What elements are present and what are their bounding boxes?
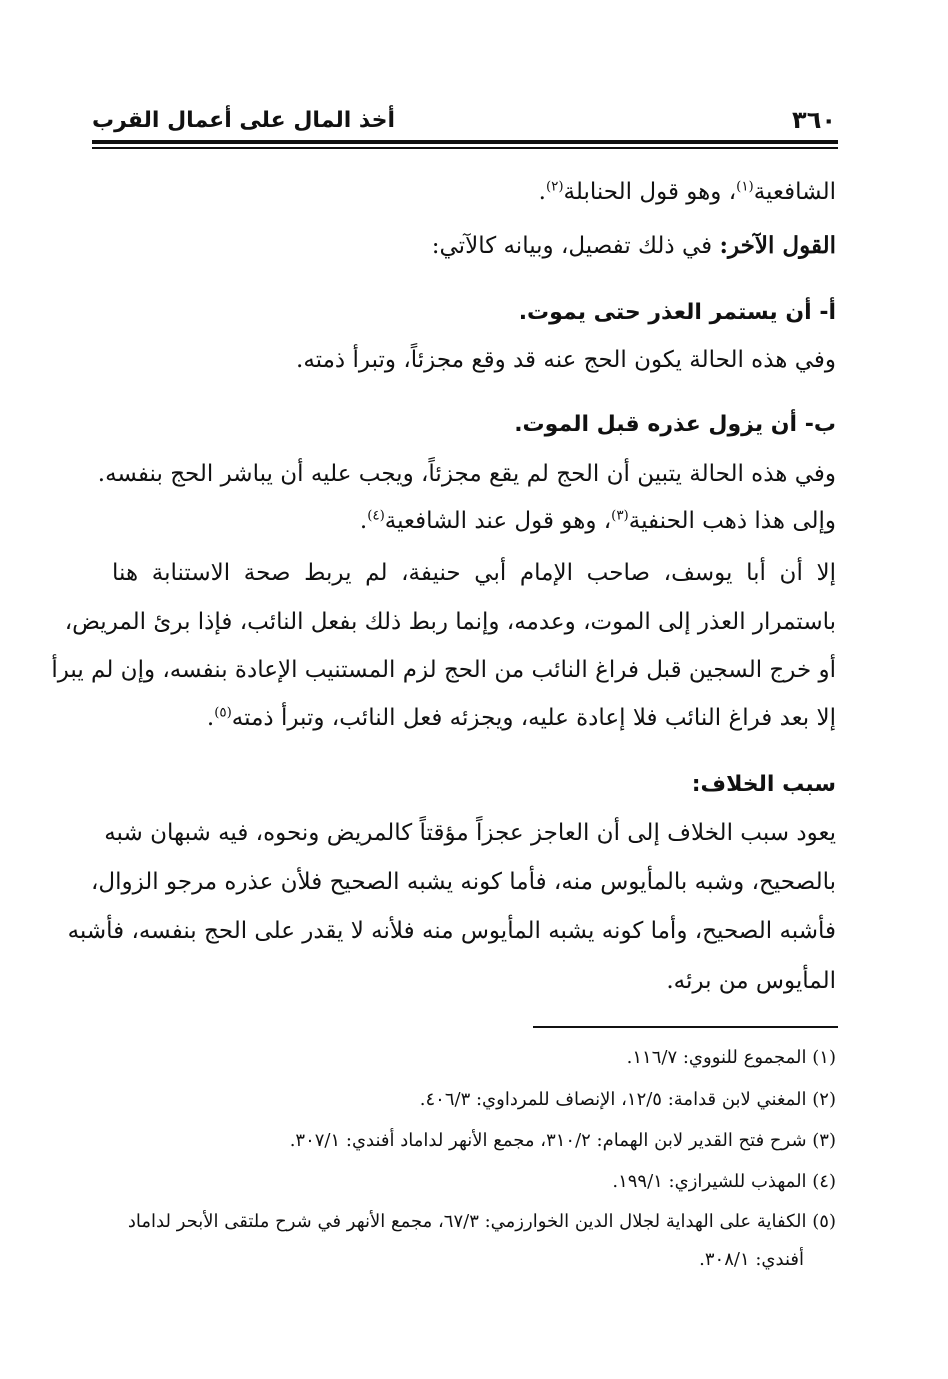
body-line-11: بالصحيح، وشبه بالمأيوس منه، فأما كونه يشبه الصحيح فلأن عذره مرجو الزوال،: [90, 869, 836, 895]
body-line-10: يعود سبب الخلاف إلى أن العاجز عجزاً مؤقتاً كالمريض ونحوه، فيه شبهان شبه: [104, 820, 836, 846]
page-number: ٣٦٠: [792, 106, 836, 134]
text-run: الشافعية: [753, 179, 836, 205]
text-run: .: [206, 705, 215, 731]
footnote-1: (١) المجموع للنووي: ١١٦/٧.: [626, 1047, 836, 1068]
running-title: أخذ المال على أعمال القرب: [92, 107, 396, 133]
body-line-9: [112, 700, 836, 736]
footnote-2: (٢) المغني لابن قدامة: ١٢/٥، الإنصاف للمرداوي: ٤٠٦/٣.: [419, 1089, 836, 1110]
body-line-3: وفي هذه الحالة يكون الحج عنه قد وقع مجزئاً، وتبرأ ذمته.: [296, 347, 836, 373]
subheading-a: أ- أن يستمر العذر حتى يموت.: [518, 300, 836, 325]
body-line-1: [112, 174, 836, 210]
body-line-4: وفي هذه الحالة يتبين أن الحج لم يقع مجزئاً، ويجب عليه أن يباشر الحج بنفسه.: [97, 461, 836, 487]
text-run: ، وهو قول الحنابلة: [563, 179, 737, 205]
body-line-7: باستمرار العذر إلى الموت، وعدمه، وإنما ربط ذلك بفعل النائب، فإذا برئ المريض،: [64, 609, 836, 635]
footnote-5-continued: أفندي: ٣٠٨/١.: [699, 1249, 804, 1270]
footnote-ref-3[interactable]: (٣): [611, 508, 629, 524]
text-run: في ذلك تفصيل، وبيانه كالآتي:: [431, 233, 720, 259]
footnote-ref-4[interactable]: (٤): [367, 508, 385, 524]
text-run: .: [359, 508, 368, 534]
body-line-2: [112, 228, 836, 264]
footnote-ref-5[interactable]: (٥): [214, 705, 232, 721]
text-run: وإلى هذا ذهب الحنفية: [628, 508, 836, 534]
subheading-b: ب- أن يزول عذره قبل الموت.: [514, 412, 836, 437]
footnote-separator: [533, 1026, 838, 1028]
footnote-ref-2[interactable]: (٢): [545, 179, 564, 195]
text-run: ، وهو قول عند الشافعية: [384, 508, 612, 534]
text-run: إلا بعد فراغ النائب فلا إعادة عليه، ويجزئه فعل النائب، وتبرأ ذمته: [231, 705, 836, 731]
body-line-8: أو خرج السجين قبل فراغ النائب من الحج لزم المستنيب الإعادة بنفسه، وإن لم يبرأ: [51, 657, 836, 683]
body-line-13: المأيوس من برئه.: [666, 968, 836, 994]
body-line-12: فأشبه الصحيح، وأما كونه يشبه المأيوس منه فلأنه لا يقدر على الحج بنفسه، فأشبه: [67, 918, 836, 944]
body-line-5: [112, 503, 836, 539]
page-header: [92, 104, 836, 136]
header-rule-thin: [92, 147, 838, 149]
header-rule-thick: [92, 140, 838, 144]
body-line-6: إلا أن أبا يوسف، صاحب الإمام أبي حنيفة، لم يربط صحة الاستنابة هنا: [112, 560, 836, 586]
opinion-label: القول الآخر:: [719, 232, 836, 259]
footnote-3: (٣) شرح فتح القدير لابن الهمام: ٣١٠/٢، مجمع الأنهر لداماد أفندي: ٣٠٧/١.: [289, 1130, 836, 1151]
footnote-5: (٥) الكفاية على الهداية لجلال الدين الخوارزمي: ٦٧/٣، مجمع الأنهر في شرح ملتقى الأبحر لداماد: [127, 1211, 836, 1232]
subheading-cause: سبب الخلاف:: [691, 772, 836, 797]
footnote-4: (٤) المهذب للشيرازي: ١٩٩/١.: [612, 1171, 836, 1192]
footnote-ref-1[interactable]: (١): [736, 179, 754, 195]
text-run: .: [538, 179, 546, 205]
